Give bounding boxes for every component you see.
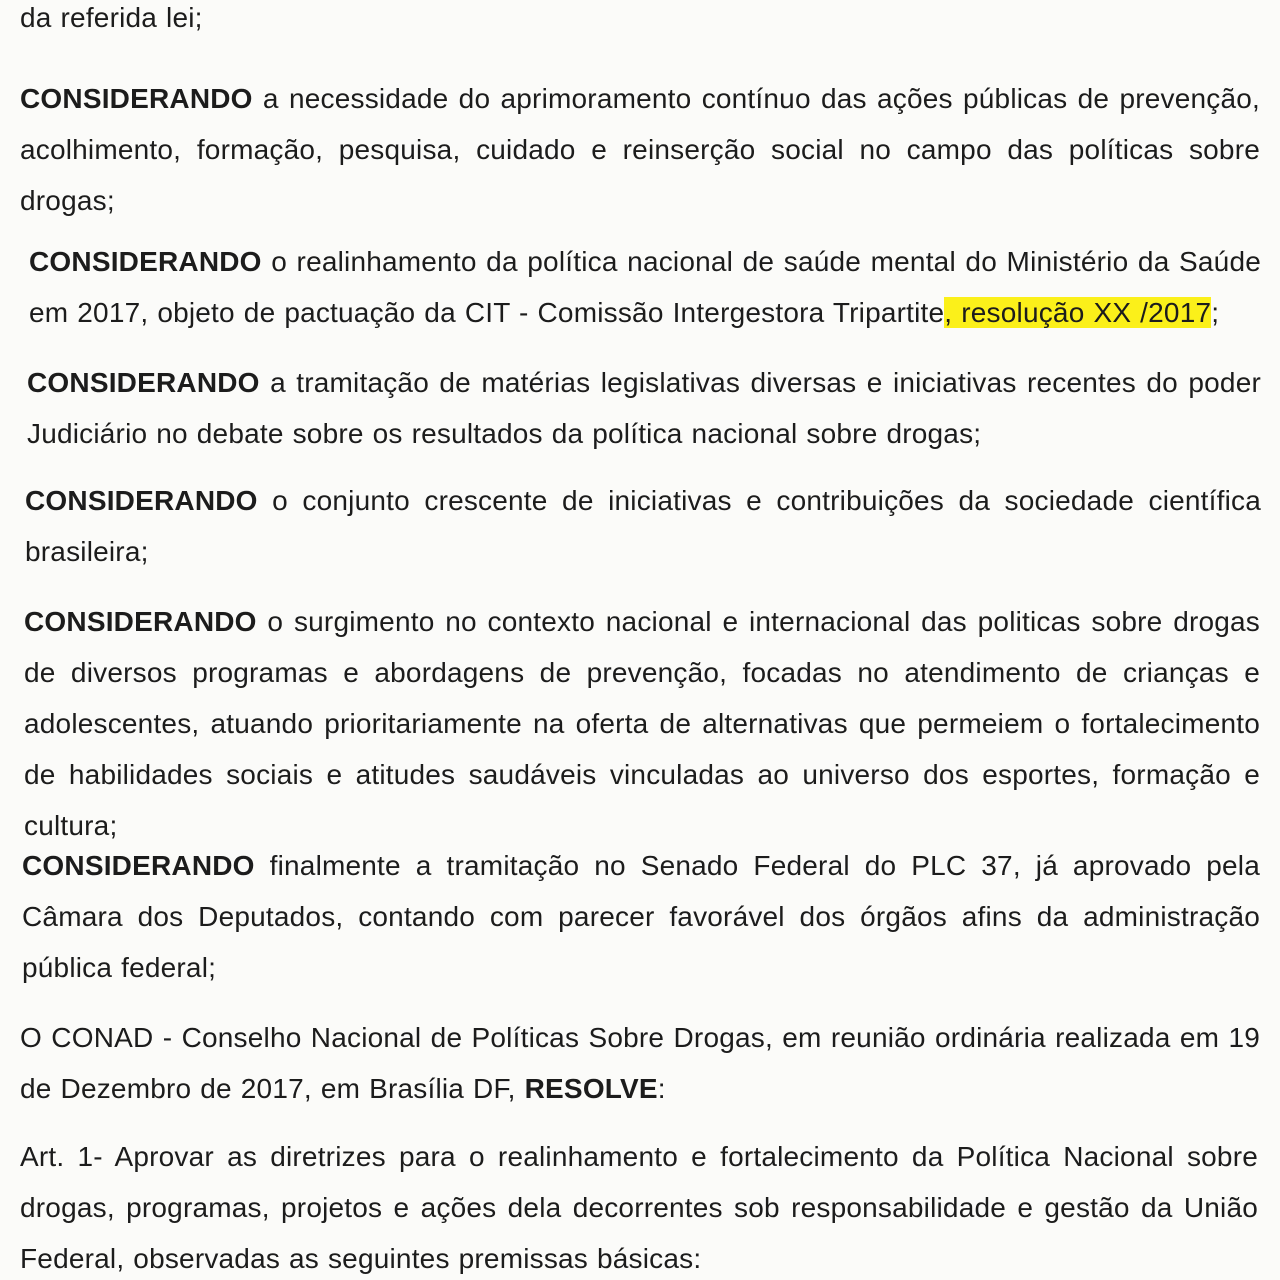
- paragraph-considerando-4: [25, 475, 1261, 577]
- paragraph-text: finalmente a tramitação no Senado Federal do PLC 37, já aprovado pela Câmara dos Deputados, contando com parecer favorável dos órgãos afins da administração pública federal;: [22, 850, 1261, 983]
- paragraph-considerando-3: [27, 357, 1261, 459]
- keyword-considerando: CONSIDERANDO: [25, 485, 258, 516]
- paragraph-conad-resolve: [20, 1012, 1260, 1114]
- keyword-considerando: CONSIDERANDO: [20, 83, 253, 114]
- paragraph-text: a tramitação de matérias legislativas diversas e iniciativas recentes do poder Judiciário no debate sobre os resultados da política nacional sobre drogas;: [27, 367, 1261, 449]
- paragraph-considerando-6: [22, 840, 1260, 993]
- paragraph-considerando-5: [24, 596, 1260, 851]
- paragraph-considerando-2: [29, 236, 1261, 338]
- keyword-considerando: CONSIDERANDO: [29, 246, 262, 277]
- paragraph-text: a necessidade do aprimoramento contínuo das ações públicas de prevenção, acolhimento, formação, pesquisa, cuidado e reinserção social no campo das políticas sobre drogas;: [20, 83, 1260, 216]
- fragment-text: da referida lei;: [20, 2, 203, 33]
- fragment-top: [20, 0, 1260, 43]
- paragraph-text: o realinhamento da política nacional de saúde mental do Ministério da Saúde em 2017, objeto de pactuação da CIT - Comissão Intergestora Tripartite: [29, 246, 1261, 328]
- keyword-considerando: CONSIDERANDO: [22, 850, 255, 881]
- paragraph-considerando-1: [20, 73, 1260, 226]
- paragraph-art-1: [20, 1131, 1258, 1280]
- highlighted-text: , resolução XX /2017: [944, 297, 1212, 328]
- keyword-resolve: RESOLVE: [524, 1073, 658, 1104]
- paragraph-text: Art. 1- Aprovar as diretrizes para o realinhamento e fortalecimento da Política Nacional sobre drogas, programas, projetos e ações dela decorrentes sob responsabilidade e gestão da União Federal, observadas as seguintes premissas básicas:: [20, 1141, 1258, 1274]
- paragraph-text: o surgimento no contexto nacional e internacional das politicas sobre drogas de diversos programas e abordagens de prevenção, focadas no atendimento de crianças e adolescentes, atuando prioritariamente na oferta de alternativas que permeiem o fortalecimento de habilidades sociais e atitudes saudáveis vinculadas ao universo dos esportes, formação e cultura;: [24, 606, 1261, 841]
- paragraph-text: O CONAD - Conselho Nacional de Políticas Sobre Drogas, em reunião ordinária realizada em 19 de Dezembro de 2017, em Brasília DF,: [20, 1022, 1260, 1104]
- keyword-considerando: CONSIDERANDO: [27, 367, 260, 398]
- keyword-considerando: CONSIDERANDO: [24, 606, 257, 637]
- paragraph-end: ;: [1211, 297, 1220, 328]
- paragraph-end: :: [657, 1073, 666, 1104]
- paragraph-text: o conjunto crescente de iniciativas e contribuições da sociedade científica brasileira;: [25, 485, 1261, 567]
